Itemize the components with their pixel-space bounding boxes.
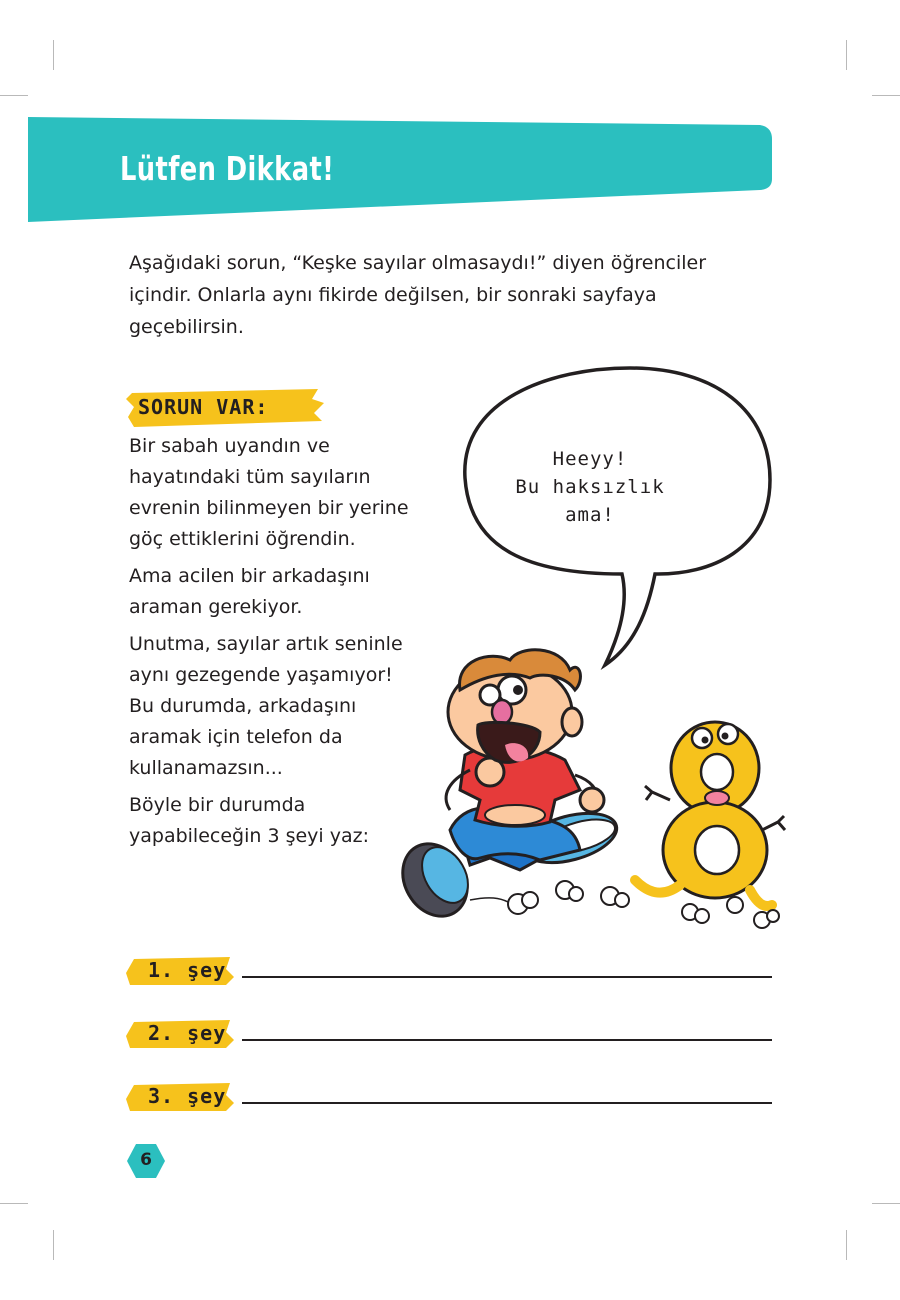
intro-text: Aşağıdaki sorun, “Keşke sayılar olmasaydı!” diyen öğrenciler içindir. Onlarla aynı fikirde değilsen, bir sonraki sayfaya geçebilirsin. <box>129 252 707 338</box>
problem-text <box>129 431 409 858</box>
speech-line: Heeyy! <box>552 448 628 470</box>
answer-tag <box>126 1081 234 1113</box>
crop-mark <box>846 40 847 70</box>
answer-list <box>126 955 776 1144</box>
problem-paragraph: Ama acilen bir arkadaşını araman gerekiyor. <box>129 565 370 618</box>
number-eight-character-icon <box>635 722 785 928</box>
page-title: Lütfen Dikkat! <box>120 149 335 188</box>
crop-mark <box>0 95 28 96</box>
crop-mark <box>846 1230 847 1260</box>
crop-mark <box>53 40 54 70</box>
answer-row <box>126 955 776 1018</box>
crop-mark <box>872 95 900 96</box>
crop-mark <box>872 1203 900 1204</box>
speech-bubble-text <box>500 445 680 529</box>
running-boy-icon <box>390 650 629 928</box>
answer-tag <box>126 955 234 987</box>
answer-label: 2. şey <box>148 1021 227 1045</box>
problem-paragraph: Unutma, sayılar artık seninle aynı gezegende yaşamıyor! Bu durumda, arkadaşını aramak için telefon da kullanamazsın... <box>129 633 403 779</box>
problem-tag <box>126 387 326 429</box>
answer-input-1[interactable] <box>242 976 772 978</box>
header-banner <box>28 117 772 222</box>
answer-label: 3. şey <box>148 1084 227 1108</box>
answer-row <box>126 1018 776 1081</box>
crop-mark <box>0 1203 28 1204</box>
problem-tag-label: SORUN VAR: <box>138 395 269 419</box>
answer-row <box>126 1081 776 1144</box>
answer-label: 1. şey <box>148 958 227 982</box>
page-number: 6 <box>140 1150 152 1170</box>
problem-paragraph: Bir sabah uyandın ve hayatındaki tüm sayıların evrenin bilinmeyen bir yerine göç ettiklerini öğrendin. <box>129 435 409 550</box>
crop-mark <box>53 1230 54 1260</box>
answer-input-3[interactable] <box>242 1102 772 1104</box>
page-number-badge <box>126 1143 166 1179</box>
problem-paragraph: Böyle bir durumda yapabileceğin 3 şeyi yaz: <box>129 794 369 847</box>
speech-line: Bu haksızlık ama! <box>515 476 665 526</box>
answer-input-2[interactable] <box>242 1039 772 1041</box>
answer-tag <box>126 1018 234 1050</box>
